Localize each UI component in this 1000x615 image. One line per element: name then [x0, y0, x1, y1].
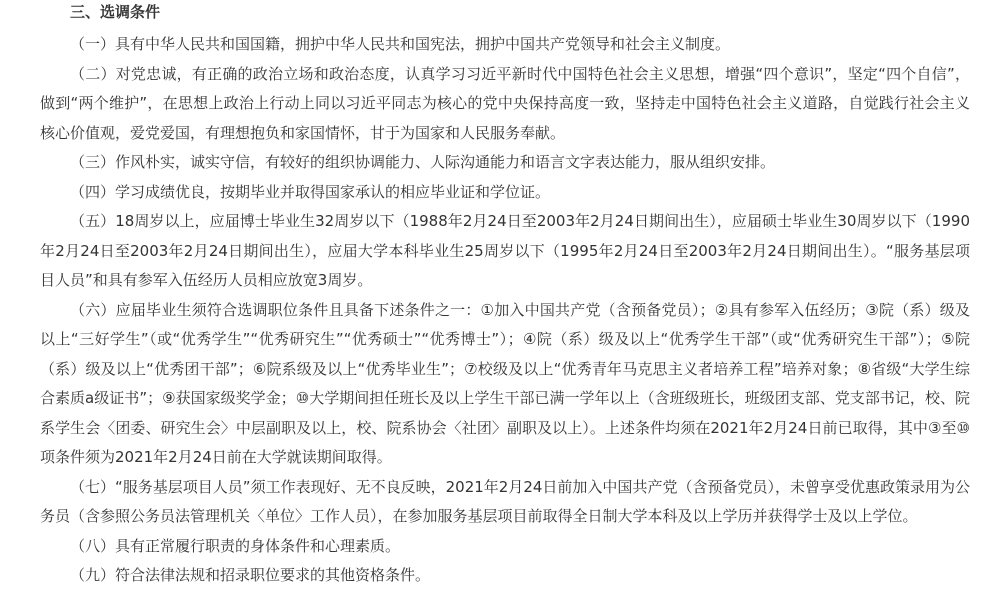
condition-paragraph-8: （八）具有正常履行职责的身体条件和心理素质。 — [70, 536, 401, 555]
condition-paragraph-1: （一）具有中华人民共和国国籍，拥护中华人民共和国宪法，拥护中国共产党领导和社会主义制度。 — [70, 35, 731, 53]
condition-paragraph-2: （二）对党忠诚，有正确的政治立场和政治态度，认真学习习近平新时代中国特色社会主义思想，增强“四个意识”，坚定“四个自信”，做到“两个维护”，在思想上政治上行动上同以习近平同志为核心的党中央保持高度一致，坚持走中国特色社会主义道路，自觉践行社会主义核心价值观，爱党爱国，有理想抱负和家国情怀，甘于为国家和人民服务奉献。 — [40, 64, 970, 142]
condition-paragraph-6: （六）应届毕业生须符合选调职位条件且具备下述条件之一：①加入中国共产党（含预备党员）；②具有参军入伍经历；③院（系）级及以上“三好学生”（或“优秀学生”“优秀研究生”“优秀硕士”“优秀博士”）；④院（系）级及以上“优秀学生干部”（或“优秀研究生干部”）；⑤院（系）级及以上“优秀团干部”；⑥院系级及以上“优秀毕业生”；⑦校级及以上“优秀青年马克思主义者培养工程”培养对象；⑧省级“大学生综合素质a级证书”；⑨获国家级奖学金；⑩大学期间担任班长及以上学生干部已满一学年以上（含班级班长，班级团支部、党支部书记，校、院系学生会〈团委、研究生会〉中层副职及以上，校、院系协会〈社团〉副职及以上）。上述条件均须在2021年2月24日前已取得，其中③至⑩项条件须为2021年2月24日前在大学就读期间取得。 — [40, 300, 970, 466]
condition-paragraph-3: （三）作风朴实，诚实守信，有较好的组织协调能力、人际沟通能力和语言文字表达能力，服从组织安排。 — [70, 153, 776, 171]
condition-paragraph-9: （九）符合法律法规和招录职位要求的其他资格条件。 — [70, 566, 431, 584]
condition-paragraph-5: （五）18周岁以上，应届博士毕业生32周岁以下（1988年2月24日至2003年2月24日期间出生），应届硕士毕业生30周岁以下（1990年2月24日至2003年2月24日期间出生），应届大学本科毕业生25周岁以下（1995年2月24日至2003年2月24日期间出生）。“服务基层项目人员”和具有参军入伍经历人员相应放宽3周岁。 — [40, 212, 970, 289]
section-title: 三、选调条件 — [70, 3, 161, 21]
condition-paragraph-7: （七）“服务基层项目人员”须工作表现好、无不良反映，2021年2月24日前加入中国共产党（含预备党员），未曾享受优惠政策录用为公务员（含参照公务员法管理机关〈单位〉工作人员），在参加服务基层项目前取得全日制大学本科及以上学历并获得学士及以上学位。 — [40, 477, 970, 525]
condition-paragraph-4: （四）学习成绩优良，按期毕业并取得国家承认的相应毕业证和学位证。 — [70, 182, 551, 201]
